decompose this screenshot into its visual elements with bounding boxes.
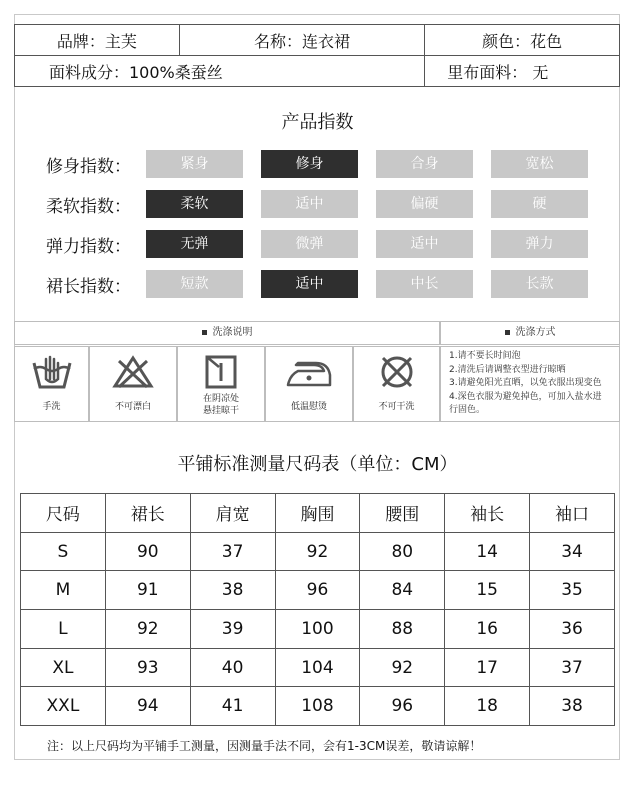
size-value-cell: 37 (530, 648, 615, 687)
header-cell: 尺码 (21, 494, 106, 533)
index-option-selected: 修身 (261, 150, 358, 178)
size-chart-table (20, 493, 615, 726)
header-cell: 裙长 (105, 494, 190, 533)
care-note: 4.深色衣服为避免掉色，可加入盐水进 (449, 391, 602, 402)
size-value-cell: 35 (530, 571, 615, 610)
size-value-cell: 96 (360, 687, 445, 726)
size-value-cell: 94 (105, 687, 190, 726)
care-method-heading: 洗涤方式 (440, 321, 620, 345)
care-caption: 不可干洗 (378, 402, 415, 412)
size-label-cell: M (21, 571, 106, 610)
care-line-dry (177, 346, 265, 422)
index-row-label: 裙长指数： (46, 277, 131, 297)
size-value-cell: 38 (190, 571, 275, 610)
brand-cell: 品牌：主芙 (15, 25, 180, 56)
size-value-cell: 84 (360, 571, 445, 610)
lining-cell: 里布面料： 无 (425, 56, 620, 87)
care-section (14, 321, 620, 425)
index-option-selected: 无弹 (146, 230, 243, 258)
index-option: 长款 (491, 270, 588, 298)
index-option-selected: 柔软 (146, 190, 243, 218)
care-no-dry-clean (353, 346, 440, 422)
care-notes (440, 346, 620, 422)
care-note: 1.请不要长时间泡 (449, 351, 521, 361)
measurement-note: 注：以上尺码均为平铺手工测量，因测量手法不同，会有1-3CM误差，敬请谅解！ (47, 739, 482, 753)
index-option: 适中 (376, 230, 473, 258)
size-value-cell: 40 (190, 648, 275, 687)
header-cell: 腰围 (360, 494, 445, 533)
size-value-cell: 39 (190, 610, 275, 649)
size-value-cell: 88 (360, 610, 445, 649)
index-row-label: 修身指数： (46, 157, 131, 177)
size-label-cell: L (21, 610, 106, 649)
size-value-cell: 96 (275, 571, 360, 610)
size-value-cell: 100 (275, 610, 360, 649)
index-option: 弹力 (491, 230, 588, 258)
size-value-cell: 17 (445, 648, 530, 687)
size-label-cell: XXL (21, 687, 106, 726)
care-caption: 不可漂白 (114, 402, 151, 412)
size-value-cell: 15 (445, 571, 530, 610)
index-row (46, 270, 591, 298)
size-value-cell: 92 (105, 610, 190, 649)
size-row (21, 571, 615, 610)
care-instructions-heading: 洗涤说明 (14, 321, 440, 345)
index-option-selected: 适中 (261, 270, 358, 298)
size-header-row (21, 494, 615, 533)
size-value-cell: 14 (445, 532, 530, 571)
index-option: 短款 (146, 270, 243, 298)
size-label-cell: S (21, 532, 106, 571)
care-hand-wash (14, 346, 89, 422)
size-row (21, 610, 615, 649)
size-chart-title: 平铺标准测量尺码表（单位：CM） (177, 454, 458, 475)
size-value-cell: 108 (275, 687, 360, 726)
care-caption: 手洗 (42, 402, 61, 412)
size-value-cell: 18 (445, 687, 530, 726)
care-caption: 低温慰烫 (290, 402, 327, 412)
size-label-cell: XL (21, 648, 106, 687)
index-row-label: 柔软指数： (46, 197, 131, 217)
size-value-cell: 36 (530, 610, 615, 649)
size-value-cell: 38 (530, 687, 615, 726)
care-note: 行固色。 (449, 405, 486, 415)
size-row (21, 532, 615, 571)
hand-wash-icon (30, 353, 74, 391)
index-option: 合身 (376, 150, 473, 178)
index-row-label: 弹力指数： (46, 237, 131, 257)
index-row (46, 190, 591, 218)
header-cell: 袖口 (530, 494, 615, 533)
line-dry-shade-icon (199, 353, 243, 391)
fabric-cell: 面料成分：100%桑蚕丝 (15, 56, 425, 87)
no-dry-clean-icon (375, 353, 419, 391)
color-cell: 颜色：花色 (425, 25, 620, 56)
care-no-bleach (89, 346, 177, 422)
size-value-cell: 16 (445, 610, 530, 649)
size-value-cell: 80 (360, 532, 445, 571)
product-index-title: 产品指数 (281, 112, 354, 133)
size-value-cell: 41 (190, 687, 275, 726)
size-value-cell: 93 (105, 648, 190, 687)
size-value-cell: 34 (530, 532, 615, 571)
header-cell: 袖长 (445, 494, 530, 533)
size-value-cell: 92 (360, 648, 445, 687)
index-option: 偏硬 (376, 190, 473, 218)
care-note: 2.清洗后请调整衣型进行晾晒 (449, 364, 566, 375)
name-cell: 名称：连衣裙 (179, 25, 425, 56)
index-option: 紧身 (146, 150, 243, 178)
size-value-cell: 37 (190, 532, 275, 571)
index-row (46, 230, 591, 258)
size-row (21, 687, 615, 726)
size-value-cell: 92 (275, 532, 360, 571)
size-value-cell: 90 (105, 532, 190, 571)
product-info-table (14, 24, 620, 87)
size-value-cell: 104 (275, 648, 360, 687)
care-note: 3.请避免阳光直晒，以免衣服出现变色 (449, 378, 602, 388)
low-iron-icon (284, 353, 334, 391)
index-option: 中长 (376, 270, 473, 298)
header-cell: 胸围 (275, 494, 360, 533)
header-cell: 肩宽 (190, 494, 275, 533)
index-option: 硬 (491, 190, 588, 218)
index-row (46, 150, 591, 178)
index-option: 适中 (261, 190, 358, 218)
index-option: 宽松 (491, 150, 588, 178)
no-bleach-icon (111, 353, 155, 391)
care-low-iron (265, 346, 353, 422)
size-value-cell: 91 (105, 571, 190, 610)
size-row (21, 648, 615, 687)
index-option: 微弹 (261, 230, 358, 258)
care-caption: 在阴凉处 悬挂晾干 (202, 394, 239, 416)
